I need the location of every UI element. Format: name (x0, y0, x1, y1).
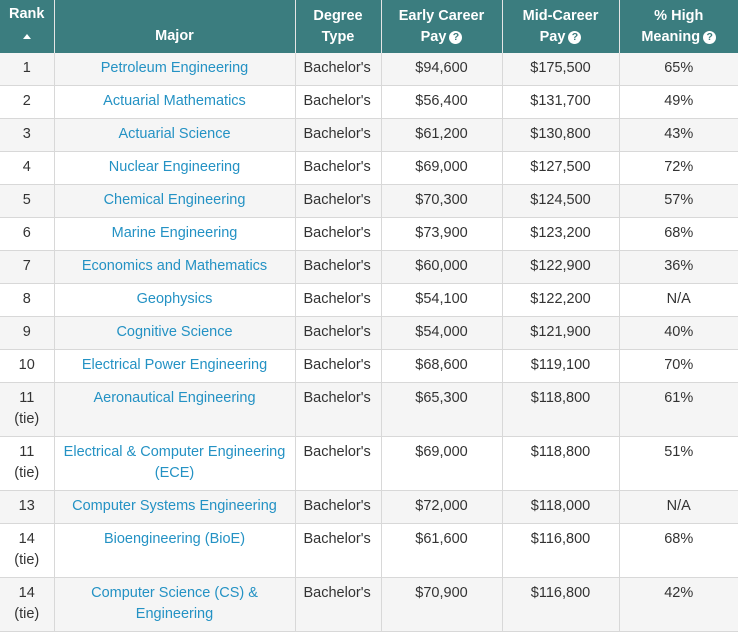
early-career-pay-cell: $56,400 (381, 86, 502, 119)
rank-value: 2 (22, 93, 31, 109)
major-link[interactable] (93, 390, 255, 406)
degree-type-cell: Bachelor's (295, 317, 381, 350)
mid-career-pay-cell: $119,100 (502, 350, 619, 383)
rank-cell (0, 251, 54, 284)
rank-cell (0, 524, 54, 578)
major-cell (54, 119, 295, 152)
tie-label: (tie) (14, 606, 40, 622)
mid-career-pay-cell: $121,900 (502, 317, 619, 350)
rank-value: 8 (22, 291, 31, 307)
high-meaning-cell: N/A (619, 284, 738, 317)
major-name: Cognitive Science (116, 324, 233, 340)
table-row (0, 491, 738, 524)
early-career-pay-cell: $65,300 (381, 383, 502, 437)
table-row (0, 251, 738, 284)
table-row (0, 383, 738, 437)
high-meaning-column-header[interactable] (619, 0, 738, 53)
major-header-label: Major (155, 28, 194, 44)
degree-header-label-line2: Type (321, 28, 355, 45)
major-cell (54, 437, 295, 491)
major-link[interactable] (109, 159, 240, 175)
major-link[interactable] (104, 531, 245, 547)
major-name: Actuarial Mathematics (103, 93, 246, 109)
early-header-label-line2: Pay (420, 28, 447, 45)
rank-value: 9 (22, 324, 31, 340)
rank-value: 3 (22, 126, 31, 142)
degree-type-cell: Bachelor's (295, 119, 381, 152)
high-meaning-cell: 36% (619, 251, 738, 284)
early-career-pay-cell: $73,900 (381, 218, 502, 251)
major-link[interactable] (64, 444, 286, 481)
major-cell (54, 578, 295, 632)
table-row (0, 350, 738, 383)
mid-career-pay-cell: $122,200 (502, 284, 619, 317)
high-meaning-cell: 57% (619, 185, 738, 218)
rank-cell (0, 218, 54, 251)
high-meaning-cell: 40% (619, 317, 738, 350)
table-body (0, 53, 738, 632)
rank-cell (0, 284, 54, 317)
degree-type-cell: Bachelor's (295, 491, 381, 524)
degree-header-label-line1: Degree (313, 7, 363, 24)
mid-career-pay-column-header[interactable] (502, 0, 619, 53)
major-cell (54, 524, 295, 578)
major-name-line2: Engineering (135, 606, 214, 622)
rank-value: 7 (22, 258, 31, 274)
table-row (0, 284, 738, 317)
meaning-header-label-line1: % High (654, 7, 704, 24)
early-career-pay-cell: $54,100 (381, 284, 502, 317)
high-meaning-cell: 43% (619, 119, 738, 152)
mid-career-pay-cell: $130,800 (502, 119, 619, 152)
high-meaning-cell: 68% (619, 524, 738, 578)
degree-type-cell: Bachelor's (295, 185, 381, 218)
degree-type-cell: Bachelor's (295, 251, 381, 284)
sort-ascending-icon (23, 34, 31, 39)
high-meaning-cell: 70% (619, 350, 738, 383)
help-icon[interactable]: ? (568, 31, 581, 44)
major-name: Chemical Engineering (103, 192, 246, 208)
rank-cell (0, 86, 54, 119)
rank-value: 14 (18, 531, 35, 547)
major-name: Electrical & Computer Engineering (63, 444, 286, 460)
major-name: Geophysics (136, 291, 213, 307)
rank-value: 13 (18, 498, 35, 514)
early-career-pay-column-header[interactable] (381, 0, 502, 53)
table-row (0, 317, 738, 350)
rank-cell (0, 119, 54, 152)
mid-career-pay-cell: $118,800 (502, 383, 619, 437)
major-name: Nuclear Engineering (108, 159, 241, 175)
major-name: Bioengineering (BioE) (103, 531, 246, 547)
major-column-header[interactable] (54, 0, 295, 53)
early-career-pay-cell: $72,000 (381, 491, 502, 524)
rank-value: 6 (22, 225, 31, 241)
major-link[interactable] (116, 324, 232, 340)
high-meaning-cell: 42% (619, 578, 738, 632)
major-link[interactable] (104, 192, 246, 208)
degree-type-cell: Bachelor's (295, 284, 381, 317)
major-name: Actuarial Science (118, 126, 231, 142)
mid-career-pay-cell: $116,800 (502, 578, 619, 632)
early-career-pay-cell: $70,300 (381, 185, 502, 218)
table-row (0, 578, 738, 632)
header-row (0, 0, 738, 53)
early-career-pay-cell: $70,900 (381, 578, 502, 632)
major-name-line2: (ECE) (154, 465, 195, 481)
rank-value: 4 (22, 159, 31, 175)
major-cell (54, 350, 295, 383)
major-cell (54, 317, 295, 350)
help-icon[interactable]: ? (703, 31, 716, 44)
table-row (0, 437, 738, 491)
major-link[interactable] (82, 258, 267, 274)
major-name: Aeronautical Engineering (93, 390, 256, 406)
mid-career-pay-cell: $116,800 (502, 524, 619, 578)
major-cell (54, 152, 295, 185)
major-link[interactable] (137, 291, 213, 307)
mid-career-pay-cell: $122,900 (502, 251, 619, 284)
degree-type-cell: Bachelor's (295, 152, 381, 185)
mid-career-pay-cell: $124,500 (502, 185, 619, 218)
mid-career-pay-cell: $175,500 (502, 53, 619, 86)
major-name: Electrical Power Engineering (81, 357, 268, 373)
major-link[interactable] (118, 126, 230, 142)
high-meaning-cell: 49% (619, 86, 738, 119)
table-row (0, 119, 738, 152)
early-career-pay-cell: $61,200 (381, 119, 502, 152)
rank-cell (0, 185, 54, 218)
degree-type-cell: Bachelor's (295, 218, 381, 251)
mid-career-pay-cell: $127,500 (502, 152, 619, 185)
major-name: Computer Systems Engineering (72, 498, 277, 514)
mid-header-label-line1: Mid-Career (522, 7, 599, 24)
table-row (0, 185, 738, 218)
early-career-pay-cell: $54,000 (381, 317, 502, 350)
early-career-pay-cell: $94,600 (381, 53, 502, 86)
high-meaning-cell: 61% (619, 383, 738, 437)
early-career-pay-cell: $68,600 (381, 350, 502, 383)
major-name: Economics and Mathematics (81, 258, 268, 274)
early-header-label-line1: Early Career (398, 7, 485, 24)
major-link[interactable] (72, 498, 277, 514)
major-link[interactable] (103, 93, 246, 109)
major-name: Marine Engineering (111, 225, 238, 241)
degree-type-cell: Bachelor's (295, 437, 381, 491)
rank-cell (0, 578, 54, 632)
degree-type-cell: Bachelor's (295, 86, 381, 119)
rank-cell (0, 53, 54, 86)
major-name: Computer Science (CS) & (91, 585, 258, 601)
high-meaning-cell: 68% (619, 218, 738, 251)
major-cell (54, 53, 295, 86)
rank-cell (0, 350, 54, 383)
table-row (0, 218, 738, 251)
rank-column-header[interactable] (0, 0, 54, 53)
major-cell (54, 251, 295, 284)
rank-cell (0, 317, 54, 350)
mid-career-pay-cell: $118,000 (502, 491, 619, 524)
tie-label: (tie) (14, 411, 40, 427)
mid-career-pay-cell: $118,800 (502, 437, 619, 491)
rank-value: 10 (18, 357, 35, 373)
tie-label: (tie) (14, 465, 40, 481)
early-career-pay-cell: $69,000 (381, 437, 502, 491)
degree-type-cell: Bachelor's (295, 578, 381, 632)
meaning-header-label-line2: Meaning (641, 28, 701, 45)
mid-header-label-line2: Pay (539, 28, 566, 45)
table-row (0, 524, 738, 578)
tie-label: (tie) (14, 552, 40, 568)
degree-type-cell: Bachelor's (295, 350, 381, 383)
rank-value: 14 (18, 585, 35, 601)
degree-type-cell: Bachelor's (295, 53, 381, 86)
mid-career-pay-cell: $123,200 (502, 218, 619, 251)
major-name: Petroleum Engineering (100, 60, 249, 76)
rank-value: 1 (22, 60, 31, 76)
rank-value: 11 (19, 444, 35, 460)
rank-cell (0, 383, 54, 437)
table-row (0, 53, 738, 86)
degree-type-column-header[interactable] (295, 0, 381, 53)
major-cell (54, 284, 295, 317)
degree-type-cell: Bachelor's (295, 383, 381, 437)
rank-value: 11 (19, 390, 35, 406)
table-row (0, 86, 738, 119)
rank-value: 5 (22, 192, 31, 208)
rank-cell (0, 437, 54, 491)
rank-cell (0, 491, 54, 524)
high-meaning-cell: N/A (619, 491, 738, 524)
early-career-pay-cell: $69,000 (381, 152, 502, 185)
high-meaning-cell: 72% (619, 152, 738, 185)
table-row (0, 152, 738, 185)
major-cell (54, 383, 295, 437)
major-link[interactable] (112, 225, 238, 241)
major-cell (54, 86, 295, 119)
mid-career-pay-cell: $131,700 (502, 86, 619, 119)
degree-type-cell: Bachelor's (295, 524, 381, 578)
major-cell (54, 185, 295, 218)
high-meaning-cell: 65% (619, 53, 738, 86)
help-icon[interactable]: ? (449, 31, 462, 44)
major-link[interactable] (82, 357, 267, 373)
rank-header-label: Rank (9, 6, 45, 22)
major-cell (54, 218, 295, 251)
major-cell (54, 491, 295, 524)
high-meaning-cell: 51% (619, 437, 738, 491)
early-career-pay-cell: $60,000 (381, 251, 502, 284)
rank-cell (0, 152, 54, 185)
major-link[interactable] (91, 585, 258, 622)
major-link[interactable] (101, 60, 249, 76)
early-career-pay-cell: $61,600 (381, 524, 502, 578)
